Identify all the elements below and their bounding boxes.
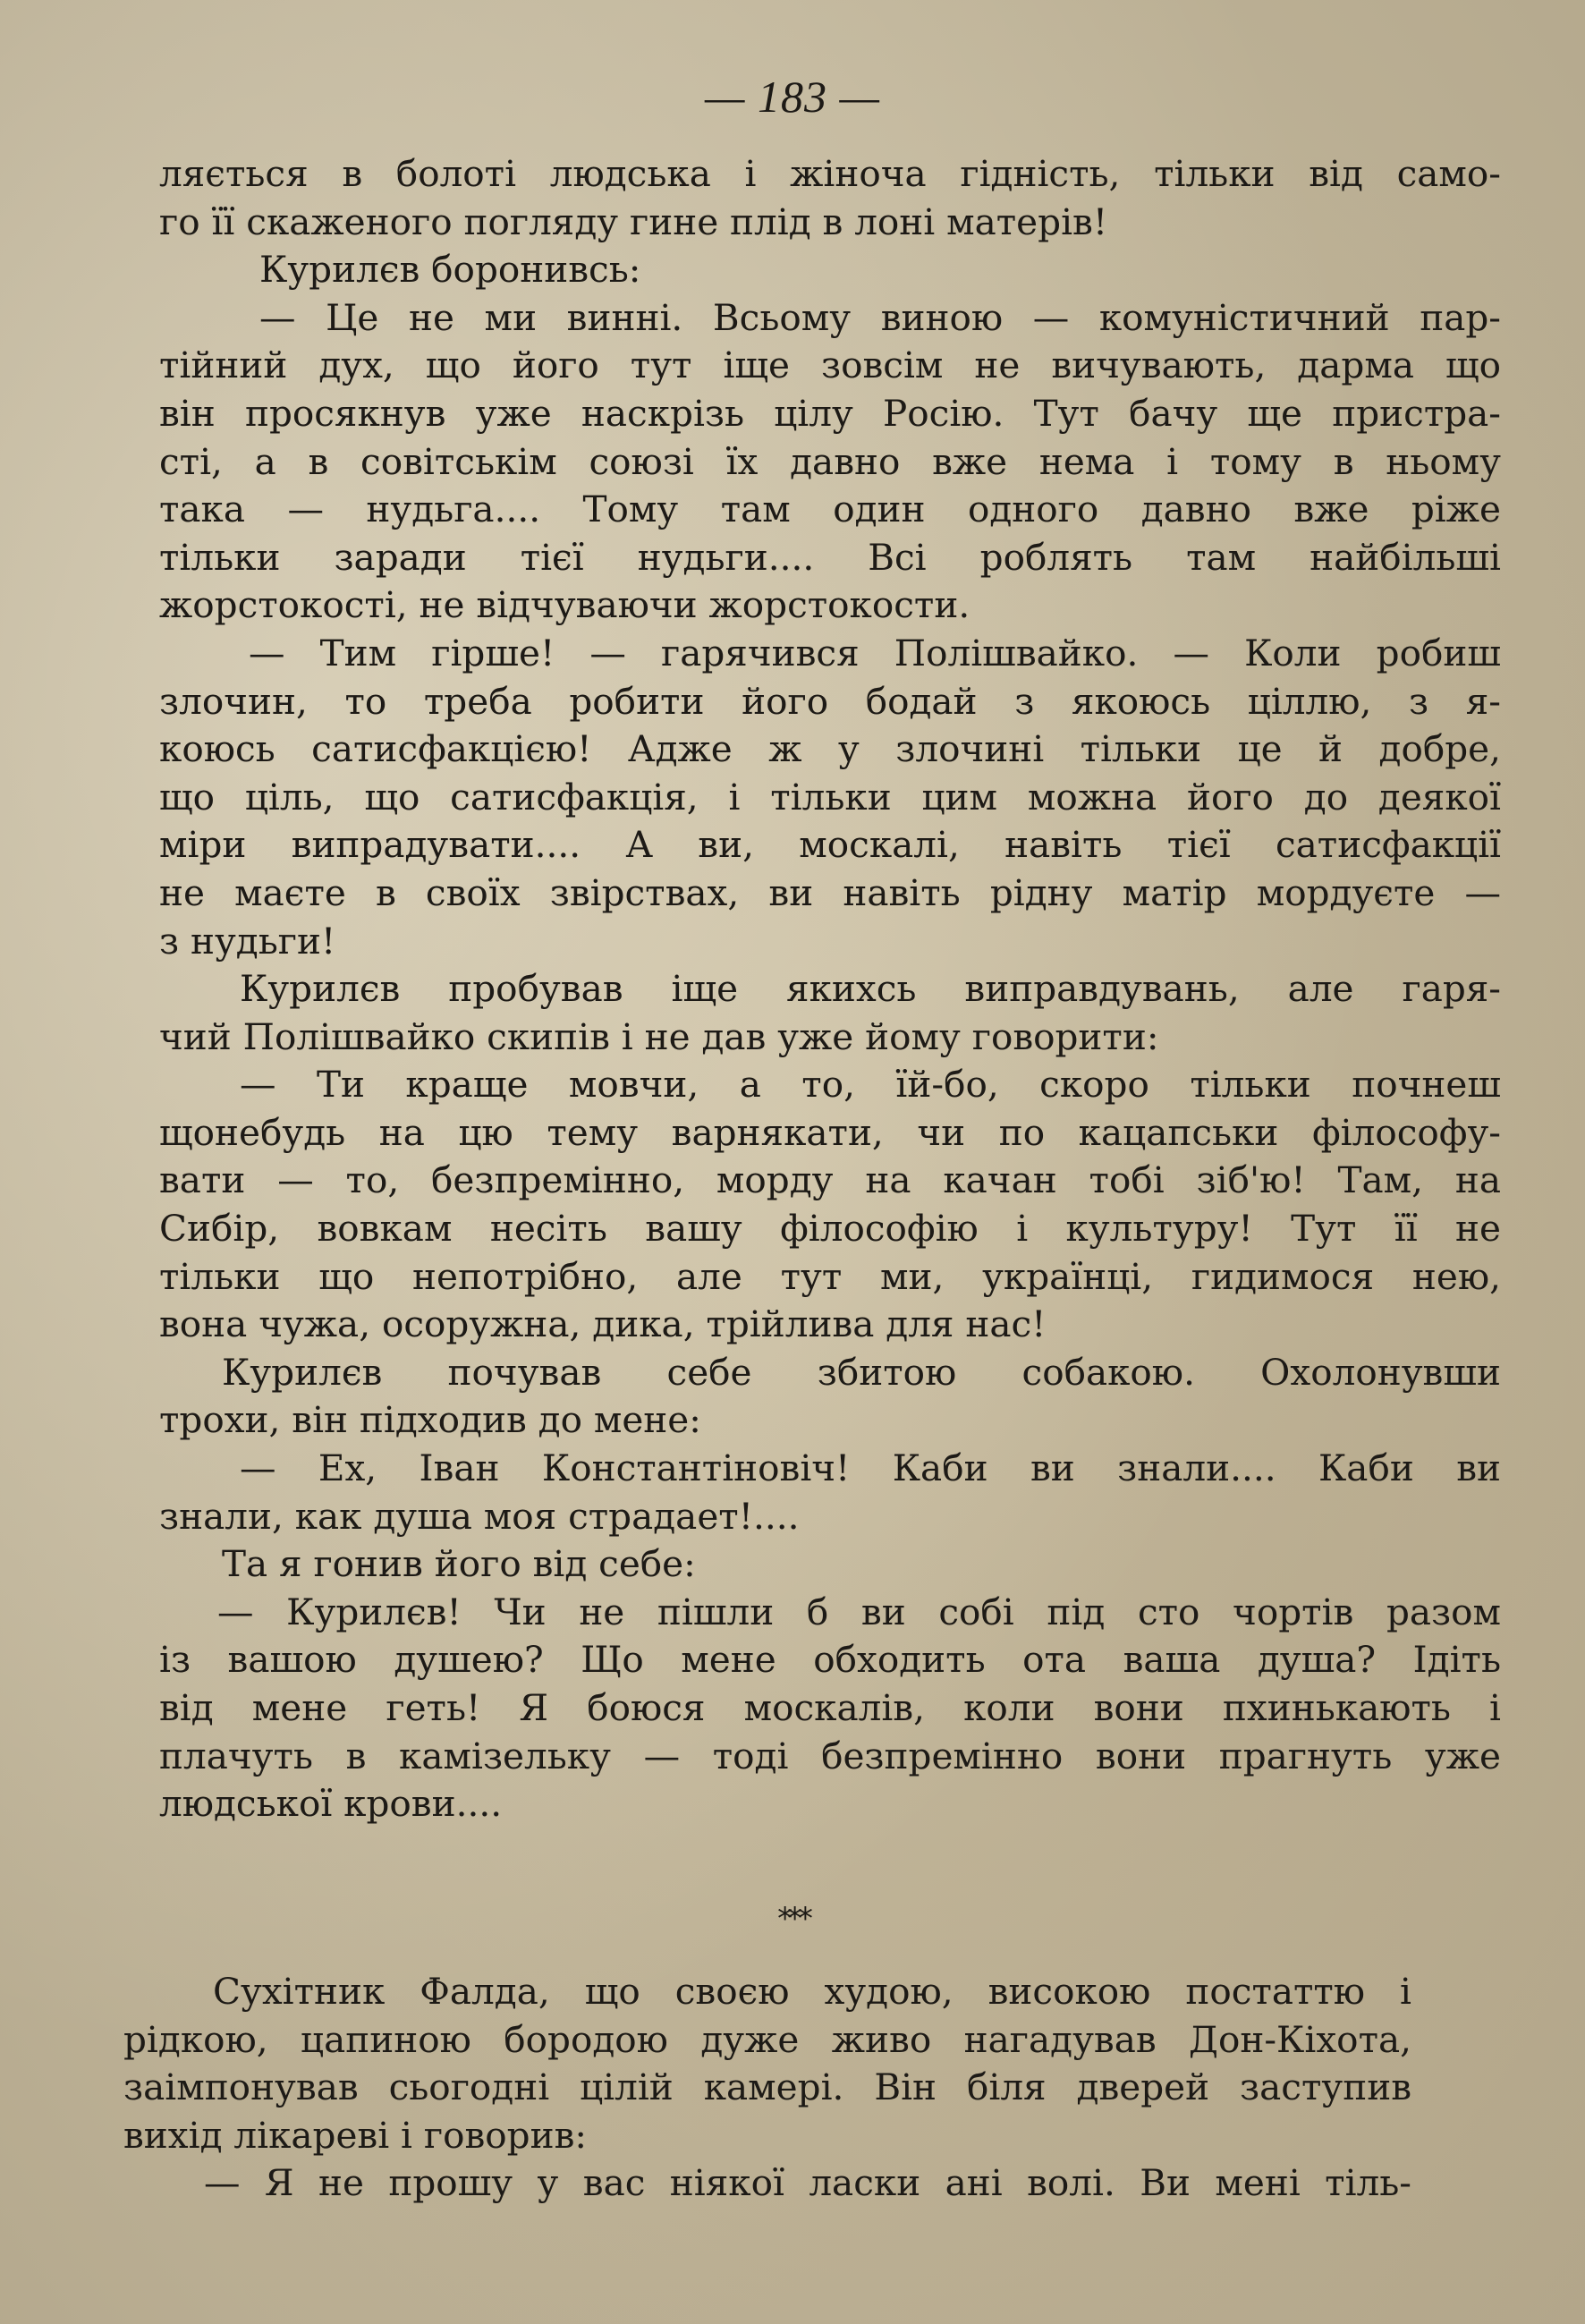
section-break-asterisks — [0, 1901, 1585, 1937]
text-line: з нудьги! — [159, 919, 336, 963]
text-line: трохи, він підходив до мене: — [159, 1398, 701, 1442]
text-line: — Курилєв! Чи не пішли б ви собі під сто чортів разом — [217, 1590, 1501, 1633]
text-line: міри випрадувати.... А ви, москалі, навіть тієї сатисфакції — [159, 823, 1501, 867]
text-line: така — нудьга.... Тому там один одного давно вже ріже — [159, 488, 1501, 531]
text-line: тійний дух, що його тут іще зовсім не вичувають, дарма що — [159, 344, 1501, 387]
text-block-main — [159, 150, 1501, 1828]
text-line: рідкою, цапиною бородою дуже живо нагадував Дон-Кіхота, — [123, 2017, 1411, 2061]
text-line: Курилєв пробував іще якихсь виправдувань, але гаря- — [240, 967, 1501, 1011]
text-block-next-section — [123, 1968, 1411, 2208]
text-line: із вашою душею? Що мене обходить ота ваша душа? Ідіть — [159, 1638, 1501, 1682]
text-line: тільки заради тієї нудьги.... Всі роблять там найбільші — [159, 535, 1501, 579]
text-line: — Тим гірше! — гарячився Полішвайко. — Коли робиш — [249, 631, 1501, 674]
text-line: — Ти краще мовчи, а то, їй-бо, скоро тільки почнеш — [240, 1063, 1501, 1107]
text-line: він просякнув уже наскрізь цілу Росію. Тут бачу ще пристра- — [159, 391, 1501, 435]
text-line: заімпонував сьогодні цілій камері. Він біля дверей заступив — [123, 2065, 1411, 2109]
text-line: знали, как душа моя страдает!.... — [159, 1494, 800, 1538]
text-line: сті, а в совітськім союзі їх давно вже нема і тому в ньому — [159, 439, 1501, 483]
asterism: ** * — [777, 1901, 808, 1937]
text-line: злочин, то треба робити його бодай з якоюсь ціллю, з я- — [159, 679, 1501, 723]
text-line: не маєте в своїх звірствах, ви навіть рідну матір мордуєте — — [159, 870, 1501, 914]
text-line: — Я не прошу у вас ніякої ласки ані волі. Ви мені тіль- — [204, 2161, 1411, 2205]
text-line: жорстокості, не відчуваючи жорстокости. — [159, 583, 970, 627]
text-line: Та я гонив його від себе: — [222, 1542, 696, 1586]
text-line: плачуть в камізельку — тоді безпремінно вони прагнуть уже — [159, 1734, 1501, 1777]
text-line: Курилєв боронивсь: — [259, 248, 641, 292]
text-line: — Ех, Іван Константіновіч! Каби ви знали.... Каби ви — [240, 1446, 1501, 1490]
text-line: чий Полішвайко скипів і не дав уже йому говорити: — [159, 1014, 1159, 1058]
page-number: — 183 — — [705, 72, 880, 122]
text-line: Сухітник Фалда, що своєю худою, високою постаттю і — [213, 1970, 1411, 2013]
text-line: го її скаженого погляду гине плід в лоні матерів! — [159, 199, 1108, 243]
text-line: вона чужа, осоружна, дика, трійлива для нас! — [159, 1302, 1047, 1346]
text-line: вихід лікареві і говорив: — [123, 2113, 588, 2157]
text-line: вати — то, безпремінно, морду на качан тобі зіб'ю! Там, на — [159, 1158, 1501, 1202]
text-line: Сибір, вовкам несіть вашу філософію і культуру! Тут її не — [159, 1207, 1501, 1251]
text-line: Курилєв почував себе збитою собакою. Охолонувши — [222, 1350, 1501, 1394]
text-line: щонебудь на цю тему варнякати, чи по кацапськи філософу- — [159, 1110, 1501, 1154]
text-line: ляється в болоті людська і жіноча гідність, тільки від само- — [159, 152, 1501, 195]
text-line: людської крови.... — [159, 1782, 503, 1826]
text-line: тільки що непотрібно, але тут ми, українці, гидимося нею, — [159, 1254, 1501, 1298]
text-line: що ціль, що сатисфакція, і тільки цим можна його до деякої — [159, 775, 1501, 818]
text-line: — Це не ми винні. Всьому виною — комуністичний пар- — [259, 295, 1501, 339]
text-line: коюсь сатисфакцією! Адже ж у злочині тільки це й добре, — [159, 727, 1501, 771]
text-line: від мене геть! Я боюся москалів, коли вони пхинькають і — [159, 1686, 1501, 1729]
